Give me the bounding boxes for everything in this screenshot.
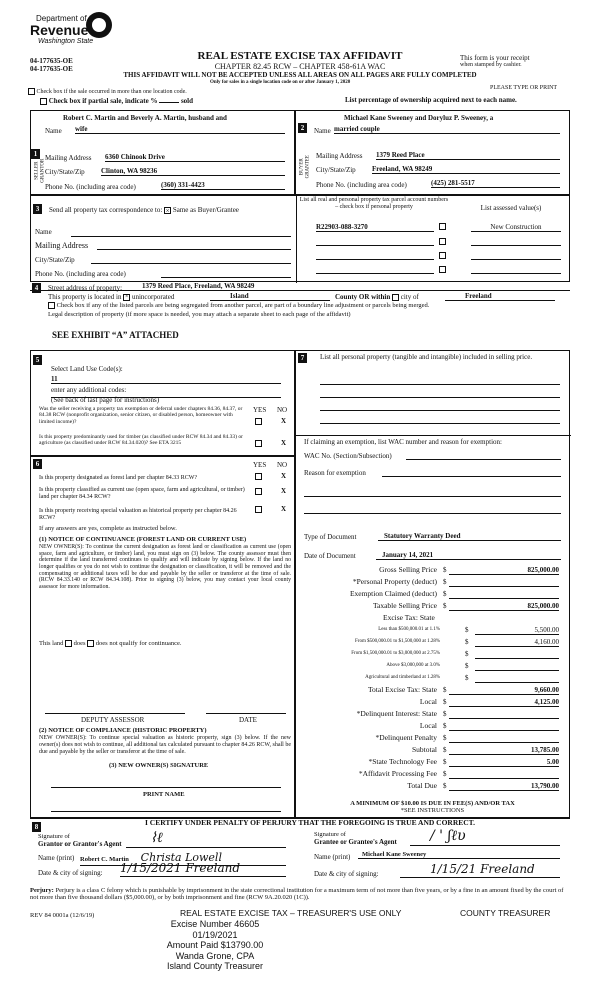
delinq-state-dollar: $: [443, 710, 447, 718]
county-or-label: County OR within: [335, 293, 391, 301]
section-4-property: [30, 283, 570, 343]
tier-1-field[interactable]: 5,500.00: [475, 626, 559, 635]
exhibit-text: SEE EXHIBIT “A” ATTACHED: [52, 330, 179, 340]
seller-mail-field[interactable]: 6360 Chinook Drive: [105, 153, 285, 162]
buyer-city-field[interactable]: Freeland, WA 98249: [372, 165, 560, 174]
parcel-field-3[interactable]: [316, 259, 434, 260]
sec6-q2-yes-checkbox[interactable]: [255, 488, 262, 495]
sec5-q2-no-mark[interactable]: X: [281, 439, 287, 447]
new-owner-signature-line[interactable]: [51, 787, 281, 788]
does-label: does: [73, 640, 86, 647]
personal-property-checkbox-3[interactable]: [439, 252, 446, 259]
assessed-field-3[interactable]: [471, 259, 561, 260]
section-7-number: 7: [298, 353, 307, 363]
grantee-signature-image: / ' ʃℓυ: [430, 828, 466, 844]
tier-5-dollar: $: [465, 674, 469, 682]
same-as-buyer-checkbox[interactable]: ×: [165, 206, 170, 215]
segregated-label: Check box if any of the listed parcels are being segregated from another parcel, are part of a boundary line adjustment or parcels being merged.: [56, 302, 430, 309]
affidavit-fee-label: *Affidavit Processing Fee: [358, 769, 437, 778]
buyer-name-line1: Michael Kane Sweeney and Doryluz P. Sweeney, a: [344, 114, 494, 122]
print-name-line[interactable]: [51, 811, 281, 812]
section-6-number: 6: [33, 459, 42, 469]
sec6-q3-yes-checkbox[interactable]: [255, 506, 262, 513]
seller-name-label: Name: [45, 127, 62, 135]
grantor-date-city-field[interactable]: 1/15/2021 Freeland: [120, 862, 286, 877]
delinq-penalty-label: *Delinquent Penalty: [375, 733, 437, 742]
grantee-date-city-label: Date & city of signing:: [314, 870, 379, 878]
perjury-label: Perjury:: [30, 887, 54, 894]
section-1-seller: [30, 110, 295, 195]
parcel-field-4[interactable]: [316, 273, 434, 274]
tier-4-label: Above $3,000,000 at 3.0%: [386, 663, 440, 668]
total-state-dollar: $: [443, 686, 447, 694]
land-use-field[interactable]: 11: [51, 375, 281, 384]
logo-revenue-text: Revenue: [30, 22, 89, 38]
tier-1-label: Less than $500,000.01 at 1.1%: [378, 627, 440, 632]
grantee-date-city-field[interactable]: 1/15/21 Freeland: [400, 863, 560, 878]
section-3-number: 3: [33, 204, 42, 214]
multi-location-checkbox[interactable]: [28, 88, 35, 95]
deputy-assessor-label: DEPUTY ASSESSOR: [81, 716, 145, 724]
tier-2-field[interactable]: 4,160.00: [475, 638, 559, 647]
assessed-field-4[interactable]: [471, 273, 561, 274]
receipt-note-2: when stamped by cashier.: [460, 62, 522, 68]
if-yes-note: If any answers are yes, complete as instructed below.: [39, 525, 177, 532]
tier-2-label: From $500,000.01 to $1,500,000 at 1.28%: [355, 639, 440, 644]
buyer-phone-label: Phone No. (including area code): [316, 181, 407, 189]
ownership-note: List percentage of ownership acquired next to each name.: [345, 96, 517, 104]
personal-line-3[interactable]: [320, 410, 560, 411]
sec6-q1-yes-checkbox[interactable]: [255, 473, 262, 480]
subtotal-field[interactable]: 13,785.00: [449, 746, 559, 755]
multi-location-label: Check box if the sale occurred in more than one location code.: [36, 88, 187, 95]
sec6-yes-header: YES: [253, 461, 267, 469]
county-or-row: [335, 293, 419, 301]
partial-sale-percent[interactable]: [159, 102, 179, 103]
buyer-city-label: City/State/Zip: [316, 166, 356, 174]
parcel-field-2[interactable]: [316, 245, 434, 246]
form-subtitle: CHAPTER 82.45 RCW – CHAPTER 458-61A WAC: [214, 62, 386, 71]
certify-statement: I CERTIFY UNDER PENALTY OF PERJURY THAT THE FOREGOING IS TRUE AND CORRECT.: [144, 818, 475, 827]
logo-state-text: Washington State: [38, 38, 94, 45]
notice-1-body: NEW OWNER(S): To continue the current designation as forest land or classification as current use (open space, farm and agriculture, or timber) land, you must sign on (3) below. The county assessor must then determine if the land transferred continues to qualify and will indicate by signing below. If the land no longer qualifies or you do not wish to continue the designation or classification, it will be removed and the compensating or additional taxes will be due and payable by the seller or transferor at the time of sale. (RCW 84.33.140 or RCW 84.34.108). Prior to signing (3) below, you may contact your local county assessor for more information.: [39, 544, 291, 590]
street-field[interactable]: 1379 Reed Place, Freeland, WA 98249: [142, 282, 442, 291]
perjury-notice: [30, 887, 570, 902]
stamp-amount-paid: Amount Paid $13790.00: [166, 940, 264, 950]
segregated-row: [48, 302, 429, 309]
seller-city-field[interactable]: Clinton, WA 98236: [101, 167, 285, 176]
form-warning: THIS AFFIDAVIT WILL NOT BE ACCEPTED UNLESS ALL AREAS ON ALL PAGES ARE FULLY COMPLETED: [123, 71, 477, 79]
section-6-designation: [30, 456, 295, 818]
does-not-checkbox[interactable]: [87, 640, 94, 647]
seller-city-label: City/State/Zip: [45, 168, 85, 176]
local-field[interactable]: 4,125.00: [449, 698, 559, 707]
section-5-number: 5: [33, 355, 42, 365]
stamp-treasurer-name: Wanda Grone, CPA: [175, 950, 255, 961]
sec5-question-1: Was the seller receiving a property tax exemption or deferral under chapters 84.36, 84.37, or 84.38 RCW (nonprofit organization, senior citizen, or disabled person, homeowner with limited income)?: [39, 406, 243, 425]
wac-label: WAC No. (Section/Subsection): [304, 452, 392, 460]
total-state-label: Total Excise Tax: State: [367, 685, 437, 694]
grantor-name-print-label: Name (print): [38, 854, 75, 862]
grantor-signature-text: Christa Lowell: [140, 851, 222, 864]
delinq-local-label: Local: [419, 721, 437, 730]
unincorporated-checkbox[interactable]: ×: [125, 293, 129, 300]
same-as-buyer-label: Same as Buyer/Grantee: [172, 206, 239, 214]
grantor-signature-image: ⌇ℓ: [150, 830, 163, 846]
tier-4-field[interactable]: [475, 670, 559, 671]
treasurer-use-label: REAL ESTATE EXCISE TAX – TREASURER'S USE ONLY: [180, 908, 402, 918]
located-row: [48, 293, 174, 301]
sec5-yes-header: YES: [253, 406, 267, 414]
buyer-mail-field[interactable]: 1379 Reed Place: [376, 151, 560, 160]
tier-5-field[interactable]: [475, 682, 559, 683]
grantee-sig-of-label: Signature of: [314, 831, 346, 838]
treasurer-stamp: [130, 919, 300, 972]
delinq-local-dollar: $: [443, 722, 447, 730]
buyer-name-label: Name: [314, 127, 331, 135]
perjury-text: Perjury is a class C felony which is punishable by imprisonment in the state correctional institution for a maximum term of not more than five years, or by a fine in an amount fixed by the court of not more than five thousand dollars ($5,000.00), or by both imprisonment and fine (RCW 9A.20.020 (1C)).: [30, 887, 564, 902]
exemption-label: If claiming an exemption, list WAC number and reason for exemption:: [304, 438, 502, 446]
excise-state-label: Excise Tax: State: [383, 613, 435, 622]
section-8-certification: [30, 818, 570, 886]
tier-1-dollar: $: [465, 626, 469, 634]
delinq-penalty-field[interactable]: [449, 742, 559, 743]
taxable-field[interactable]: 825,000.00: [449, 602, 559, 611]
receipt-note-1: This form is your receipt: [460, 54, 530, 62]
stamp-date: 01/19/2021: [192, 929, 238, 940]
partial-sale-label: Check box if partial sale, indicate %: [48, 97, 158, 105]
section-8-number: 8: [32, 822, 41, 832]
tier-3-field[interactable]: [475, 658, 559, 659]
city-field[interactable]: Freeland: [445, 292, 555, 301]
corr-phone-field[interactable]: [161, 277, 291, 278]
delinq-penalty-dollar: $: [443, 734, 447, 742]
new-owner-signature-label: (3) NEW OWNER(S) SIGNATURE: [109, 762, 209, 769]
section-3-correspondence: [30, 195, 570, 282]
taxable-dollar: $: [443, 602, 447, 610]
exemption-deduct-label: Exemption Claimed (deduct): [349, 589, 437, 598]
tier-5-label: Agricultural and timberland at 1.28%: [365, 675, 440, 680]
seller-mail-label: Mailing Address: [45, 154, 92, 162]
reason-label: Reason for exemption: [304, 469, 366, 477]
revision-code: REV 84 0001a (12/6/19): [30, 912, 95, 919]
tech-fee-field[interactable]: 5.00: [449, 758, 559, 767]
section-2-buyer: [295, 110, 570, 195]
corr-city-label: City/State/Zip: [35, 256, 75, 264]
corr-city-field[interactable]: [91, 263, 291, 264]
parcel-header: List all real and personal property tax parcel account numbers – check box if personal property: [299, 197, 449, 210]
affidavit-fee-field[interactable]: [449, 778, 559, 779]
doc-date-field[interactable]: January 14, 2021: [376, 551, 561, 560]
land-use-label: Select Land Use Code(s):: [51, 365, 123, 373]
exemption-dollar: $: [443, 590, 447, 598]
sold-label: sold: [180, 97, 194, 105]
only-sales-note: Only for sales in a single location code on or after January 1, 2020: [210, 80, 351, 85]
grantee-name-print-label: Name (print): [314, 853, 351, 861]
personal-line-2[interactable]: [320, 397, 560, 398]
partial-sale-checkbox[interactable]: [40, 98, 47, 105]
qualify-row: [39, 640, 182, 647]
personal-line-4[interactable]: [320, 423, 560, 424]
this-land-label: This land: [39, 640, 64, 647]
city-of-label: city of: [400, 293, 419, 301]
personal-dollar: $: [443, 578, 447, 586]
parcel-field-1[interactable]: R22903-088-3270: [316, 223, 434, 232]
tax-table: [295, 566, 570, 816]
gross-label: Gross Selling Price: [379, 565, 437, 574]
sec5-no-header: NO: [277, 406, 288, 414]
doc-date-label: Date of Document: [304, 552, 356, 560]
sec5-q1-yes-checkbox[interactable]: [255, 418, 262, 425]
type-print-note: PLEASE TYPE OR PRINT: [490, 85, 558, 91]
sec6-q2-no-mark[interactable]: X: [281, 487, 287, 495]
send-correspondence-row: [49, 206, 239, 214]
seller-side-label: SELLER GRANTOR: [34, 158, 45, 183]
segregated-checkbox[interactable]: [48, 302, 55, 309]
send-correspondence-label: Send all property tax correspondence to:: [49, 206, 163, 214]
local-label: Local: [419, 697, 437, 706]
delinq-state-field[interactable]: [449, 718, 559, 719]
tier-3-label: From $1,500,000.01 to $3,000,000 at 2.75%: [351, 651, 440, 656]
tech-fee-label: *State Technology Fee: [368, 757, 437, 766]
notice-2-title: (2) NOTICE OF COMPLIANCE (HISTORIC PROPERTY): [39, 727, 207, 734]
personal-property-checkbox-4[interactable]: [439, 266, 446, 273]
sec6-q3-no-mark[interactable]: X: [281, 505, 287, 513]
subtotal-dollar: $: [443, 746, 447, 754]
buyer-phone-field[interactable]: (425) 281-5517: [431, 179, 560, 188]
personal-deduct-label: *Personal Property (deduct): [352, 577, 437, 586]
city-of-checkbox[interactable]: [392, 294, 399, 301]
doc-type-field[interactable]: Statutory Warranty Deed: [378, 532, 561, 541]
assessed-field-1[interactable]: New Construction: [471, 223, 561, 232]
gross-dollar: $: [443, 566, 447, 574]
grantor-signature-line[interactable]: [126, 847, 286, 848]
gross-field[interactable]: 825,000.00: [449, 566, 559, 575]
section-1-number: 1: [31, 149, 40, 159]
tier-3-dollar: $: [465, 650, 469, 658]
partial-sale-row: [40, 97, 193, 105]
buyer-mail-label: Mailing Address: [316, 152, 363, 160]
logo-dept-text: Department of: [36, 14, 87, 23]
grantee-name-field[interactable]: Michael Kane Sweeney: [358, 851, 560, 859]
form-code-1: 04-177635-OE: [30, 57, 73, 65]
deputy-assessor-line[interactable]: [45, 713, 185, 714]
sec6-question-1: Is this property designated as forest land per chapter 84.33 RCW?: [39, 475, 198, 481]
section-4-number: 4: [32, 283, 41, 293]
local-dollar: $: [443, 698, 447, 706]
assessor-date-label: DATE: [239, 716, 257, 724]
grantor-sig-of-label: Signature of: [38, 833, 70, 840]
sec6-q1-no-mark[interactable]: X: [281, 472, 287, 480]
corr-name-label: Name: [35, 228, 52, 236]
minimum-due-note: A MINIMUM OF $10.00 IS DUE IN FEE(S) AND/OR TAX: [350, 800, 515, 807]
total-due-dollar: $: [443, 782, 447, 790]
sec5-question-2: Is this property predominantly used for timber (as classified under RCW 84.34 and 84.33) or agriculture (as classified under RCW 84.34.020)? See ETA 3215: [39, 434, 243, 447]
sec5-q2-yes-checkbox[interactable]: [255, 440, 262, 447]
delinq-state-label: *Delinquent Interest: State: [356, 709, 437, 718]
grantor-date-city-label: Date & city of signing:: [38, 869, 103, 877]
does-checkbox[interactable]: [65, 640, 72, 647]
buyer-name-line2[interactable]: married couple: [334, 125, 560, 134]
located-label: This property is located in: [48, 293, 122, 301]
wac-field[interactable]: [406, 459, 561, 460]
seller-phone-field[interactable]: (360) 331-4423: [161, 181, 285, 190]
notice-1-title: (1) NOTICE OF CONTINUANCE (FOREST LAND OR CURRENT USE): [39, 536, 247, 543]
does-not-label: does not qualify for continuance.: [95, 640, 182, 647]
print-name-label: PRINT NAME: [143, 791, 185, 798]
reason-field-3[interactable]: [304, 513, 561, 514]
see-back-note: (See back of last page for instructions): [51, 396, 160, 404]
personal-property-checkbox-2[interactable]: [439, 238, 446, 245]
exemption-deduct-field[interactable]: [449, 598, 559, 599]
grantee-signature-line[interactable]: [410, 845, 560, 846]
section-2-number: 2: [298, 123, 307, 133]
personal-property-checkbox-1[interactable]: [439, 223, 446, 230]
buyer-side-label: BUYER GRANTEE: [299, 155, 310, 179]
doc-type-label: Type of Document: [304, 533, 357, 541]
street-label: Street address of property:: [48, 284, 123, 292]
grantee-agent-label: Grantee or Grantee's Agent: [314, 838, 397, 846]
grantor-name-value: Robert C. Martin: [80, 856, 129, 863]
delinq-local-field[interactable]: [449, 730, 559, 731]
corr-mail-field[interactable]: [97, 249, 291, 250]
personal-line-1[interactable]: [320, 384, 560, 385]
sec6-question-2: Is this property classified as current use (open space, farm and agricultural, or timber) land per chapter 84.34 RCW?: [39, 487, 245, 500]
total-state-field[interactable]: 9,660.00: [449, 686, 559, 695]
seller-name-line1: Robert C. Martin and Beverly A. Martin, husband and: [63, 114, 227, 122]
unincorporated-label: unincorporated: [131, 293, 175, 301]
assessed-field-2[interactable]: [471, 245, 561, 246]
tier-2-dollar: $: [465, 638, 469, 646]
sec5-q1-no-mark[interactable]: X: [281, 417, 287, 425]
corr-mail-label: Mailing Address: [35, 241, 89, 250]
form-title: REAL ESTATE EXCISE TAX AFFIDAVIT: [197, 50, 403, 62]
corr-name-field[interactable]: [71, 236, 291, 237]
sec6-no-header: NO: [277, 461, 288, 469]
reason-field-2[interactable]: [304, 496, 561, 497]
sec6-question-3: Is this property receiving special valuation as historical property per chapter 84.26 RCW?: [39, 508, 237, 521]
section-5-land-use: [30, 350, 295, 456]
stamp-excise-number: Excise Number 46605: [170, 919, 260, 929]
assessed-header: List assessed value(s): [480, 204, 542, 212]
affidavit-fee-dollar: $: [443, 770, 447, 778]
taxable-label: Taxable Selling Price: [372, 601, 437, 610]
total-due-label: Total Due: [407, 781, 437, 790]
tech-fee-dollar: $: [443, 758, 447, 766]
county-field[interactable]: Island: [210, 292, 330, 301]
additional-codes-label: enter any additional codes:: [51, 386, 127, 394]
seller-phone-label: Phone No. (including area code): [45, 183, 136, 191]
assessor-date-line[interactable]: [206, 713, 286, 714]
form-code-2: 04-177635-OE: [30, 65, 73, 73]
logo-swoosh-icon: [92, 18, 106, 32]
dor-logo: [30, 12, 120, 48]
stamp-treasurer-title: Island County Treasurer: [166, 961, 264, 971]
reason-field[interactable]: [382, 476, 561, 477]
seller-name-line2[interactable]: wife: [75, 125, 285, 134]
personal-deduct-field[interactable]: [449, 586, 559, 587]
legal-desc-label: Legal description of property (if more space is needed, you may attach a separate sheet to each page of the affidavit): [48, 311, 351, 318]
list-personal-label: List all personal property (tangible and intangible) included in selling price.: [320, 353, 533, 361]
county-treasurer-label: COUNTY TREASURER: [460, 908, 551, 918]
multi-location-checkbox-row: [28, 88, 187, 96]
subtotal-label: Subtotal: [411, 745, 437, 754]
notice-2-body: NEW OWNER(S): To continue special valuation as historic property, sign (3) below. If the new owner(s) does not wish to continue, all additional tax calculated pursuant to chapter 84.26 RCW, shall be due and payable by the seller or transferor at the time of sale.: [39, 735, 291, 755]
tier-4-dollar: $: [465, 662, 469, 670]
see-instructions-note: *SEE INSTRUCTIONS: [400, 807, 465, 814]
total-due-field[interactable]: 13,790.00: [449, 782, 559, 791]
corr-phone-label: Phone No. (including area code): [35, 270, 126, 278]
grantor-agent-label: Grantor or Grantor's Agent: [38, 840, 122, 848]
